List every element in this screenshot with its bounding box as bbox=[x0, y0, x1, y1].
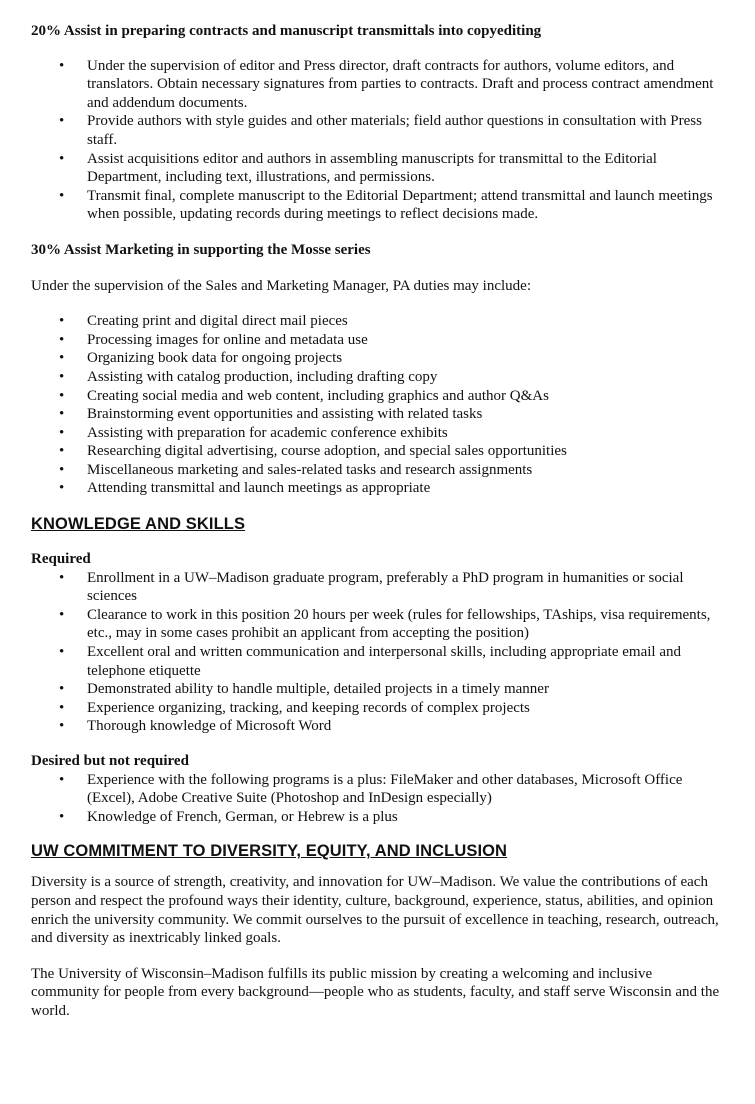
desired-list bbox=[31, 771, 721, 827]
list-item: • Miscellaneous marketing and sales-related tasks and research assignments bbox=[31, 461, 721, 480]
list-item: • Organizing book data for ongoing projects bbox=[31, 349, 721, 368]
list-item: • Brainstorming event opportunities and assisting with related tasks bbox=[31, 405, 721, 424]
required-list bbox=[31, 569, 721, 736]
list-item: • Assisting with preparation for academic conference exhibits bbox=[31, 424, 721, 443]
list-item: • Under the supervision of editor and Press director, draft contracts for authors, volume editors, and translators. Obtain necessary signatures from parties to contracts. Draft and process contract amendment and addendum documents. bbox=[31, 57, 721, 113]
contracts-heading: 20% Assist in preparing contracts and manuscript transmittals into copyediting bbox=[31, 23, 542, 39]
list-item: • Processing images for online and metadata use bbox=[31, 331, 721, 350]
list-item: • Enrollment in a UW–Madison graduate program, preferably a PhD program in humanities or social sciences bbox=[31, 569, 721, 606]
diversity-paragraph: Diversity is a source of strength, creativity, and innovation for UW–Madison. We value the contributions of each person and respect the profound ways their identity, culture, background, experience, status, abilities, and opinion enrich the university community. We commit ourselves to the pursuit of excellence in teaching, research, outreach, and diversity as inextricably linked goals. bbox=[31, 874, 719, 947]
list-item: • Creating social media and web content, including graphics and author Q&As bbox=[31, 387, 721, 406]
marketing-list bbox=[31, 312, 721, 498]
list-item: • Provide authors with style guides and other materials; field author questions in consultation with Press staff. bbox=[31, 112, 721, 149]
list-item: • Clearance to work in this position 20 hours per week (rules for fellowships, TAships, visa requirements, etc., may in some cases prohibit an applicant from accepting the position) bbox=[31, 606, 721, 643]
required-label: Required bbox=[31, 551, 91, 568]
diversity-paragraph: The University of Wisconsin–Madison fulfills its public mission by creating a welcoming and inclusive community for people from every background—people who as students, faculty, and staff serve Wisconsin and the world. bbox=[31, 965, 720, 1019]
list-item: • Excellent oral and written communication and interpersonal skills, including appropriate email and telephone etiquette bbox=[31, 643, 721, 680]
list-item: • Experience organizing, tracking, and keeping records of complex projects bbox=[31, 699, 721, 718]
contracts-list bbox=[31, 57, 721, 224]
list-item: • Assist acquisitions editor and authors in assembling manuscripts for transmittal to the Editorial Department, including text, illustrations, and permissions. bbox=[31, 150, 721, 187]
diversity-heading: UW COMMITMENT TO DIVERSITY, EQUITY, AND INCLUSION bbox=[31, 842, 508, 861]
marketing-intro: Under the supervision of the Sales and Marketing Manager, PA duties may include: bbox=[31, 277, 531, 294]
list-item: • Transmit final, complete manuscript to the Editorial Department; attend transmittal and launch meetings when possible, updating records during meetings to reflect decisions made. bbox=[31, 187, 721, 224]
list-item: • Demonstrated ability to handle multiple, detailed projects in a timely manner bbox=[31, 680, 721, 699]
list-item: • Creating print and digital direct mail pieces bbox=[31, 312, 721, 331]
knowledge-heading: KNOWLEDGE AND SKILLS bbox=[31, 515, 246, 534]
list-item: • Knowledge of French, German, or Hebrew is a plus bbox=[31, 808, 721, 827]
desired-label: Desired but not required bbox=[31, 753, 189, 769]
list-item: • Experience with the following programs is a plus: FileMaker and other databases, Microsoft Office (Excel), Adobe Creative Suite (Photoshop and InDesign especially) bbox=[31, 771, 721, 808]
document-page bbox=[31, 22, 721, 1021]
list-item: • Assisting with catalog production, including drafting copy bbox=[31, 368, 721, 387]
list-item: • Thorough knowledge of Microsoft Word bbox=[31, 717, 721, 736]
list-item: • Researching digital advertising, course adoption, and special sales opportunities bbox=[31, 442, 721, 461]
marketing-heading: 30% Assist Marketing in supporting the Mosse series bbox=[31, 241, 371, 258]
list-item: • Attending transmittal and launch meetings as appropriate bbox=[31, 479, 721, 498]
